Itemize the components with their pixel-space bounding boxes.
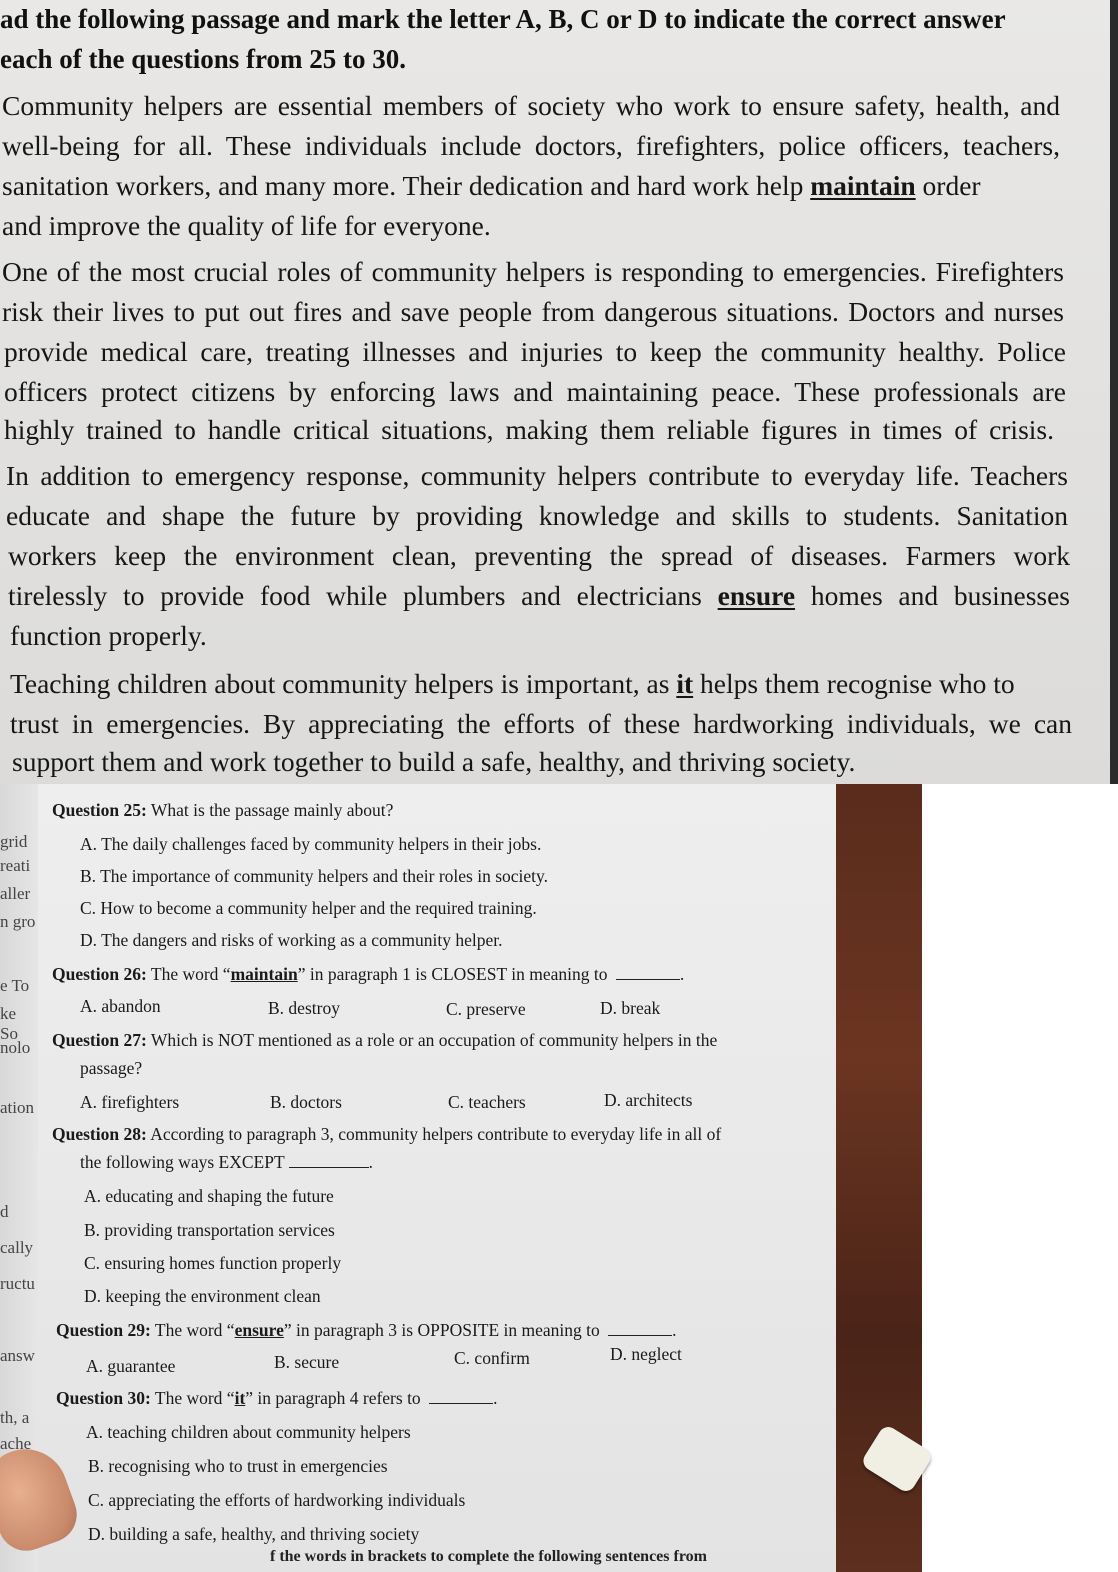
q26-option-d[interactable]: D. break <box>600 998 661 1018</box>
q30-option-b[interactable]: B. recognising who to trust in emergencies <box>88 1456 388 1476</box>
question-text: ” in paragraph 3 is OPPOSITE in meaning to <box>283 1320 600 1340</box>
question-25 <box>52 800 393 821</box>
passage-p2-line1: One of the most crucial roles of community helpers is responding to emergencies. Firefighters <box>2 256 1064 287</box>
passage-text: homes and businesses <box>810 580 1071 611</box>
question-keyword: maintain <box>230 964 298 984</box>
passage-p3-line3: workers keep the environment clean, preventing the spread of diseases. Farmers work <box>8 540 1070 571</box>
margin-fragment: ache <box>0 1434 32 1453</box>
answer-blank <box>608 1321 672 1336</box>
passage-p4-line2: trust in emergencies. By appreciating the efforts of these hardworking individuals, we can <box>10 708 1072 739</box>
question-keyword: it <box>234 1388 246 1408</box>
q29-option-a[interactable]: A. guarantee <box>86 1356 176 1376</box>
question-text: The word “ <box>154 1320 235 1340</box>
question-text: the following ways EXCEPT <box>80 1152 285 1172</box>
question-27 <box>52 1030 717 1051</box>
passage-p3-line4 <box>8 580 1070 612</box>
passage-p2-line2: risk their lives to put out fires and save people from dangerous situations. Doctors and nurses <box>2 296 1064 327</box>
passage-p1-line1: Community helpers are essential members of society who work to ensure safety, health, and <box>2 90 1060 121</box>
q29-option-c[interactable]: C. confirm <box>454 1348 530 1368</box>
question-keyword: ensure <box>234 1320 284 1340</box>
question-text: ” in paragraph 1 is CLOSEST in meaning to <box>297 964 608 984</box>
passage-text: tirelessly to provide food while plumbers and electricians <box>8 580 702 611</box>
margin-fragment: e To <box>0 976 30 995</box>
question-27-cont: passage? <box>80 1058 143 1078</box>
q27-option-a[interactable]: A. firefighters <box>80 1092 180 1112</box>
question-text: According to paragraph 3, community helpers contribute to everyday life in all of <box>150 1124 722 1144</box>
margin-fragment: aller <box>0 884 31 903</box>
q29-option-b[interactable]: B. secure <box>274 1352 340 1372</box>
passage-p4-line3: support them and work together to build a safe, healthy, and thriving society. <box>12 746 856 777</box>
q26-option-a[interactable]: A. abandon <box>80 996 161 1016</box>
answer-blank <box>616 965 680 980</box>
q28-option-a[interactable]: A. educating and shaping the future <box>84 1186 334 1206</box>
keyword-ensure: ensure <box>717 580 796 611</box>
passage-p1-line4: and improve the quality of life for everyone. <box>2 210 491 241</box>
question-text: What is the passage mainly about? <box>150 800 394 820</box>
q27-option-c[interactable]: C. teachers <box>448 1092 526 1112</box>
q29-option-d[interactable]: D. neglect <box>610 1344 682 1364</box>
q25-option-b[interactable]: B. The importance of community helpers and their roles in society. <box>80 866 549 886</box>
passage-p3-line2: educate and shape the future by providing knowledge and skills to students. Sanitation <box>6 500 1068 531</box>
margin-fragment: grid <box>0 832 28 851</box>
passage-text: helps them recognise who to <box>700 668 1015 699</box>
q30-option-a[interactable]: A. teaching children about community helpers <box>86 1422 411 1442</box>
question-text: The word “ <box>154 1388 235 1408</box>
answer-blank <box>429 1389 493 1404</box>
question-number: Question 27: <box>52 1030 147 1050</box>
margin-fragment: ation <box>0 1098 34 1117</box>
question-number: Question 28: <box>52 1124 147 1144</box>
question-number: Question 25: <box>52 800 147 820</box>
keyword-maintain: maintain <box>810 170 916 201</box>
margin-fragment: n gro <box>0 912 36 931</box>
q30-option-c[interactable]: C. appreciating the efforts of hardworking individuals <box>88 1490 466 1510</box>
margin-fragment: nolo <box>0 1038 31 1057</box>
question-text: The word “ <box>150 964 231 984</box>
q27-option-b[interactable]: B. doctors <box>270 1092 342 1112</box>
passage-p2-line3: provide medical care, treating illnesses and injuries to keep the community healthy. Police <box>4 336 1066 367</box>
q25-option-c[interactable]: C. How to become a community helper and the required training. <box>80 898 537 918</box>
q26-option-c[interactable]: C. preserve <box>446 999 526 1019</box>
question-number: Question 26: <box>52 964 147 984</box>
margin-fragment: cally <box>0 1238 34 1257</box>
q28-option-c[interactable]: C. ensuring homes function properly <box>84 1253 342 1273</box>
background-blank <box>922 784 1118 1572</box>
margin-fragment: th, a <box>0 1408 30 1427</box>
question-28-cont: the following ways EXCEPT . <box>80 1152 374 1172</box>
page-edge-shadow <box>1110 0 1118 784</box>
question-28 <box>52 1124 721 1145</box>
passage-p2-line5: highly trained to handle critical situations, making them reliable figures in times of crisis. <box>4 414 1054 445</box>
question-30: Question 30: The word “it” in paragraph 4 refers to . <box>56 1388 498 1408</box>
q28-option-d[interactable]: D. keeping the environment clean <box>84 1286 321 1306</box>
question-26: Question 26: The word “maintain” in paragraph 1 is CLOSEST in meaning to . <box>52 964 685 984</box>
q25-option-a[interactable]: A. The daily challenges faced by community helpers in their jobs. <box>80 834 542 854</box>
keyword-it: it <box>676 668 694 699</box>
q25-option-d[interactable]: D. The dangers and risks of working as a community helper. <box>80 930 503 950</box>
question-text: Which is NOT mentioned as a role or an occupation of community helpers in the <box>150 1030 718 1050</box>
margin-fragment: reati <box>0 856 31 875</box>
q28-option-b[interactable]: B. providing transportation services <box>84 1220 335 1240</box>
q26-option-b[interactable]: B. destroy <box>268 998 340 1018</box>
margin-fragment: ructu <box>0 1274 35 1293</box>
passage-text: Teaching children about community helpers is important, as <box>10 668 670 699</box>
next-section-fragment: f the words in brackets to complete the following sentences from <box>270 1548 707 1565</box>
passage-text: sanitation workers, and many more. Their dedication and hard work help <box>2 170 804 201</box>
passage-photo <box>0 0 1118 784</box>
passage-p3-line1: In addition to emergency response, community helpers contribute to everyday life. Teachers <box>6 460 1068 491</box>
question-text: ” in paragraph 4 refers to <box>245 1388 421 1408</box>
answer-blank <box>289 1153 369 1168</box>
passage-p1-line3 <box>2 170 1062 202</box>
margin-fragment: d <box>0 1202 9 1221</box>
question-number: Question 29: <box>56 1320 151 1340</box>
instruction-line-2: each of the questions from 25 to 30. <box>0 44 406 74</box>
question-number: Question 30: <box>56 1388 151 1408</box>
instruction-line-1: ad the following passage and mark the letter A, B, C or D to indicate the correct answer <box>0 4 1006 34</box>
margin-fragment: answ <box>0 1346 35 1365</box>
passage-text: order <box>922 170 981 201</box>
passage-p4-line1 <box>10 668 1072 700</box>
passage-p1-line2: well-being for all. These individuals include doctors, firefighters, police officers, teachers, <box>2 130 1060 161</box>
q30-option-d[interactable]: D. building a safe, healthy, and thriving society <box>88 1524 420 1544</box>
passage-p3-line5: function properly. <box>10 620 207 651</box>
passage-p2-line4: officers protect citizens by enforcing laws and maintaining peace. These professionals are <box>4 376 1066 407</box>
q27-option-d[interactable]: D. architects <box>604 1090 693 1110</box>
question-29: Question 29: The word “ensure” in paragraph 3 is OPPOSITE in meaning to . <box>56 1320 677 1340</box>
margin-fragment: ke So <box>0 1004 18 1043</box>
